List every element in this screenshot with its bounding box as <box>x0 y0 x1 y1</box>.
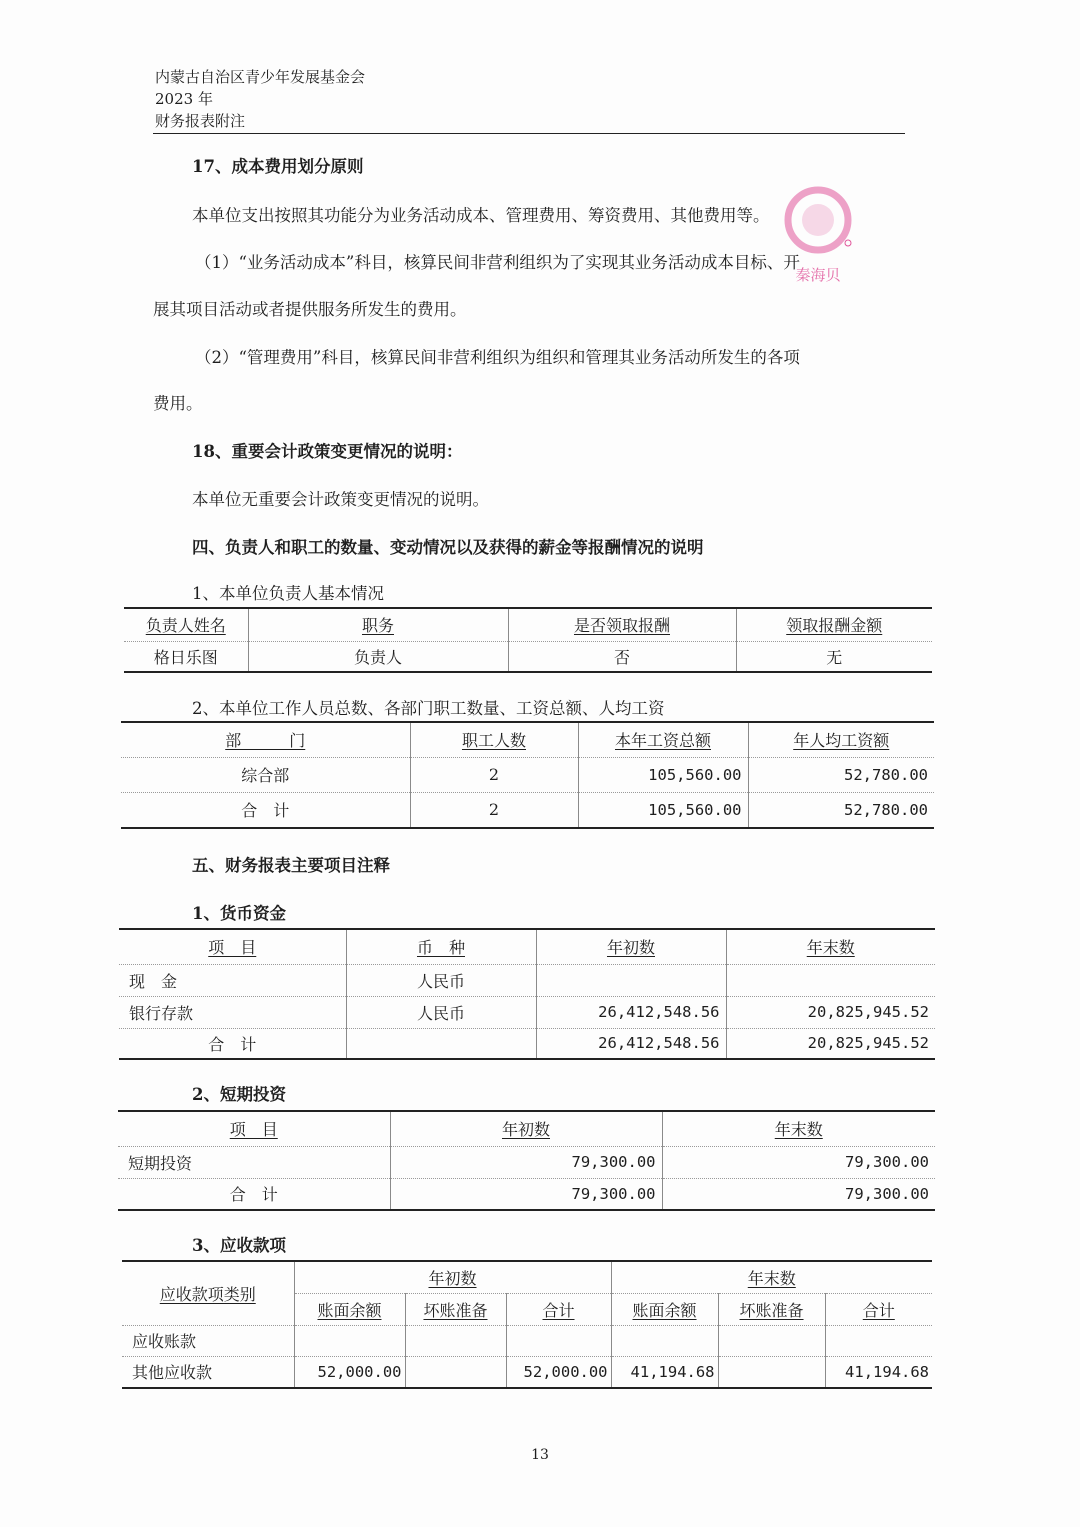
cell-value <box>718 1356 825 1388</box>
table-short-investment <box>118 1110 935 1211</box>
section-17-para-2a: （1）“业务活动成本”科目，核算民间非营利组织为了实现其业务活动成本目标、开 <box>195 253 800 272</box>
th-item: 项 目 <box>229 1120 278 1140</box>
cell-count: 2 <box>410 792 578 828</box>
table-total-row <box>119 1028 935 1059</box>
th-book-balance: 账面余额 <box>611 1293 718 1325</box>
cell-value: 52,000.00 <box>294 1356 405 1388</box>
cell-begin: 26,412,548.56 <box>536 1028 726 1059</box>
cell-value: 41,194.68 <box>825 1356 932 1388</box>
table-leader-info <box>124 607 932 673</box>
cell-value <box>294 1325 405 1356</box>
cell-value <box>611 1325 718 1356</box>
cell-end: 20,825,945.52 <box>726 996 935 1028</box>
cell-item: 现 金 <box>119 964 346 996</box>
th-total-wage: 本年工资总额 <box>578 722 748 757</box>
section-5-sub-3: 3、应收款项 <box>192 1236 286 1255</box>
cell-currency: 人民币 <box>346 964 536 996</box>
th-begin-group: 年初数 <box>294 1261 611 1293</box>
th-avg-wage: 年人均工资额 <box>748 722 934 757</box>
cell-end <box>726 964 935 996</box>
cell-avg-wage: 52,780.00 <box>748 792 934 828</box>
section-17-title: 17、成本费用划分原则 <box>192 157 364 176</box>
th-begin: 年初数 <box>390 1111 662 1146</box>
section-5-sub-2: 2、短期投资 <box>192 1085 286 1104</box>
th-end: 年末数 <box>662 1111 935 1146</box>
th-end: 年末数 <box>726 929 935 964</box>
section-18-para: 本单位无重要会计政策变更情况的说明。 <box>192 490 489 509</box>
section-17-para-1: 本单位支出按照其功能分为业务活动成本、管理费用、筹资费用、其他费用等。 <box>192 206 770 225</box>
table-row <box>124 641 932 672</box>
table-staff-wages <box>121 721 934 829</box>
th-count: 职工人数 <box>410 722 578 757</box>
table-header-row <box>119 929 935 964</box>
cell-value <box>718 1325 825 1356</box>
th-item: 项 目 <box>208 938 257 958</box>
table-receivables <box>122 1260 932 1389</box>
cell-value <box>825 1325 932 1356</box>
section-17-para-2b: 展其项目活动或者提供服务所发生的费用。 <box>153 300 467 319</box>
table-row <box>122 1325 932 1356</box>
section-5-sub-1: 1、货币资金 <box>192 904 286 923</box>
cell-begin: 79,300.00 <box>390 1178 662 1210</box>
th-currency: 币 种 <box>346 929 536 964</box>
cell-value: 52,000.00 <box>506 1356 611 1388</box>
stamp-graphic <box>782 186 856 284</box>
th-category: 应收款项类别 <box>159 1284 256 1304</box>
cell-item: 短期投资 <box>118 1146 390 1178</box>
th-bad-debt: 坏账准备 <box>405 1293 506 1325</box>
header-year: 2023 年 <box>155 90 213 108</box>
table-header-row <box>121 722 934 757</box>
table-header-row <box>122 1261 932 1293</box>
cell-dept: 合 计 <box>121 792 410 828</box>
cell-item: 合 计 <box>118 1178 390 1210</box>
table-monetary-funds <box>119 928 935 1060</box>
cell-dept: 综合部 <box>121 757 410 792</box>
cell-total-wage: 105,560.00 <box>578 792 748 828</box>
table-total-row <box>121 792 934 828</box>
header-org: 内蒙古自治区青少年发展基金会 <box>155 68 366 86</box>
cell-currency: 人民币 <box>346 996 536 1028</box>
page-number: 13 <box>531 1447 549 1463</box>
cell-avg-wage: 52,780.00 <box>748 757 934 792</box>
page-header <box>155 66 365 132</box>
th-paid: 是否领取报酬 <box>508 608 736 641</box>
section-4-sub-1: 1、本单位负责人基本情况 <box>192 584 384 603</box>
table-header-row <box>124 608 932 641</box>
th-total: 合计 <box>825 1293 932 1325</box>
section-17-para-3a: （2）“管理费用”科目，核算民间非营利组织为组织和管理其业务活动所发生的各项 <box>195 348 800 367</box>
section-5-title: 五、财务报表主要项目注释 <box>192 856 390 875</box>
cell-count: 2 <box>410 757 578 792</box>
th-name: 负责人姓名 <box>145 616 226 636</box>
cell-category: 应收账款 <box>122 1325 294 1356</box>
th-book-balance: 账面余额 <box>294 1293 405 1325</box>
cell-value <box>405 1356 506 1388</box>
cell-end: 20,825,945.52 <box>726 1028 935 1059</box>
cell-item: 银行存款 <box>119 996 346 1028</box>
cell-begin: 79,300.00 <box>390 1146 662 1178</box>
table-row <box>121 757 934 792</box>
cell-begin: 26,412,548.56 <box>536 996 726 1028</box>
cell-amount: 无 <box>736 641 932 672</box>
cell-value <box>506 1325 611 1356</box>
th-bad-debt: 坏账准备 <box>718 1293 825 1325</box>
svg-text:秦海贝: 秦海贝 <box>795 266 841 284</box>
table-header-row <box>118 1111 935 1146</box>
cell-end: 79,300.00 <box>662 1146 935 1178</box>
cell-category: 其他应收款 <box>122 1356 294 1388</box>
table-total-row <box>118 1178 935 1210</box>
th-begin: 年初数 <box>536 929 726 964</box>
cell-item: 合 计 <box>119 1028 346 1059</box>
cell-currency <box>346 1028 536 1059</box>
th-end-group: 年末数 <box>611 1261 932 1293</box>
table-row <box>122 1356 932 1388</box>
section-17-para-3b: 费用。 <box>153 394 203 413</box>
cell-end: 79,300.00 <box>662 1178 935 1210</box>
cell-begin <box>536 964 726 996</box>
table-row <box>119 964 935 996</box>
cell-value <box>405 1325 506 1356</box>
th-total: 合计 <box>506 1293 611 1325</box>
table-row <box>118 1146 935 1178</box>
header-doc: 财务报表附注 <box>155 112 246 130</box>
cell-value: 41,194.68 <box>611 1356 718 1388</box>
th-amount: 领取报酬金额 <box>736 608 932 641</box>
section-4-title: 四、负责人和职工的数量、变动情况以及获得的薪金等报酬情况的说明 <box>192 538 704 557</box>
cell-paid: 否 <box>508 641 736 672</box>
header-rule <box>153 133 905 134</box>
cell-position: 负责人 <box>248 641 508 672</box>
table-row <box>119 996 935 1028</box>
section-18-title: 18、重要会计政策变更情况的说明： <box>192 442 463 461</box>
th-position: 职务 <box>248 608 508 641</box>
cell-total-wage: 105,560.00 <box>578 757 748 792</box>
seal-stamp <box>782 186 856 284</box>
cell-name: 格日乐图 <box>124 641 248 672</box>
section-4-sub-2: 2、本单位工作人员总数、各部门职工数量、工资总额、人均工资 <box>192 699 665 718</box>
th-dept: 部 门 <box>225 731 306 751</box>
